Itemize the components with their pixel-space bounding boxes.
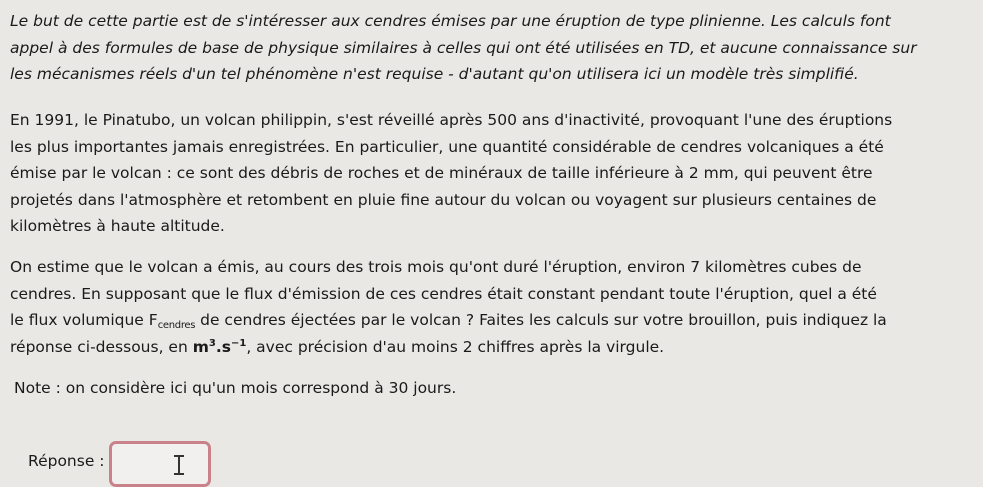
unit-s-exponent: −1 [230,337,247,349]
question-line: cendres. En supposant que le flux d'émission de ces cendres était constant pendant toute l'éruption, quel a été [10,284,877,303]
question-line [10,334,970,361]
question-text: de cendres éjectées par le volcan ? Faites les calculs sur votre brouillon, puis indiquez la [195,311,887,329]
intro-paragraph [10,8,970,88]
text-cursor-icon [174,455,184,475]
context-line: En 1991, le Pinatubo, un volcan philippin, s'est réveillé après 500 ans d'inactivité, provoquant l'une des éruptions [10,111,893,129]
answer-row [28,436,211,486]
question-line: On estime que le volcan a émis, au cours des trois mois qu'ont duré l'éruption, environ 7 kilomètres cubes de [10,258,862,276]
note-text: Note : on considère ici qu'un mois correspond à 30 jours. [14,379,457,397]
intro-line: Le but de cette partie est de s'intéresser aux cendres émises par une éruption de type plinienne. Les calculs font [10,12,891,30]
context-line: projetés dans l'atmosphère et retombent en pluie fine autour du volcan ou voyagent sur plusieurs centaines de [10,190,877,209]
answer-label: Réponse : [28,452,105,470]
answer-input[interactable] [109,441,211,487]
context-line: les plus importantes jamais enregistrées. En particulier, une quantité considérable de cendres volcaniques a été [10,137,884,156]
question-text: réponse ci-dessous, en [10,337,193,356]
context-paragraph [10,107,970,240]
question-text: le flux volumique F [10,311,158,329]
context-line: kilomètres à haute altitude. [10,217,225,235]
question-paragraph [10,254,970,360]
question-text: , avec précision d'au moins 2 chiffres après la virgule. [246,337,665,356]
flux-subscript: cendres [157,320,196,331]
intro-line: les mécanismes réels d'un tel phénomène n'est requise - d'autant qu'on utilisera ici un modèle très simplifié. [10,65,859,83]
unit-m: m [192,337,209,356]
unit-label [193,338,247,356]
unit-s: .s [215,337,231,356]
intro-line: appel à des formules de base de physique similaires à celles qui ont été utilisées en TD, et aucune connaissance sur [10,38,917,57]
question-line [10,307,970,334]
context-line: émise par le volcan : ce sont des débris de roches et de minéraux de taille inférieure à 2 mm, qui peuvent être [10,164,873,182]
unit-m-exponent: 3 [208,337,216,349]
